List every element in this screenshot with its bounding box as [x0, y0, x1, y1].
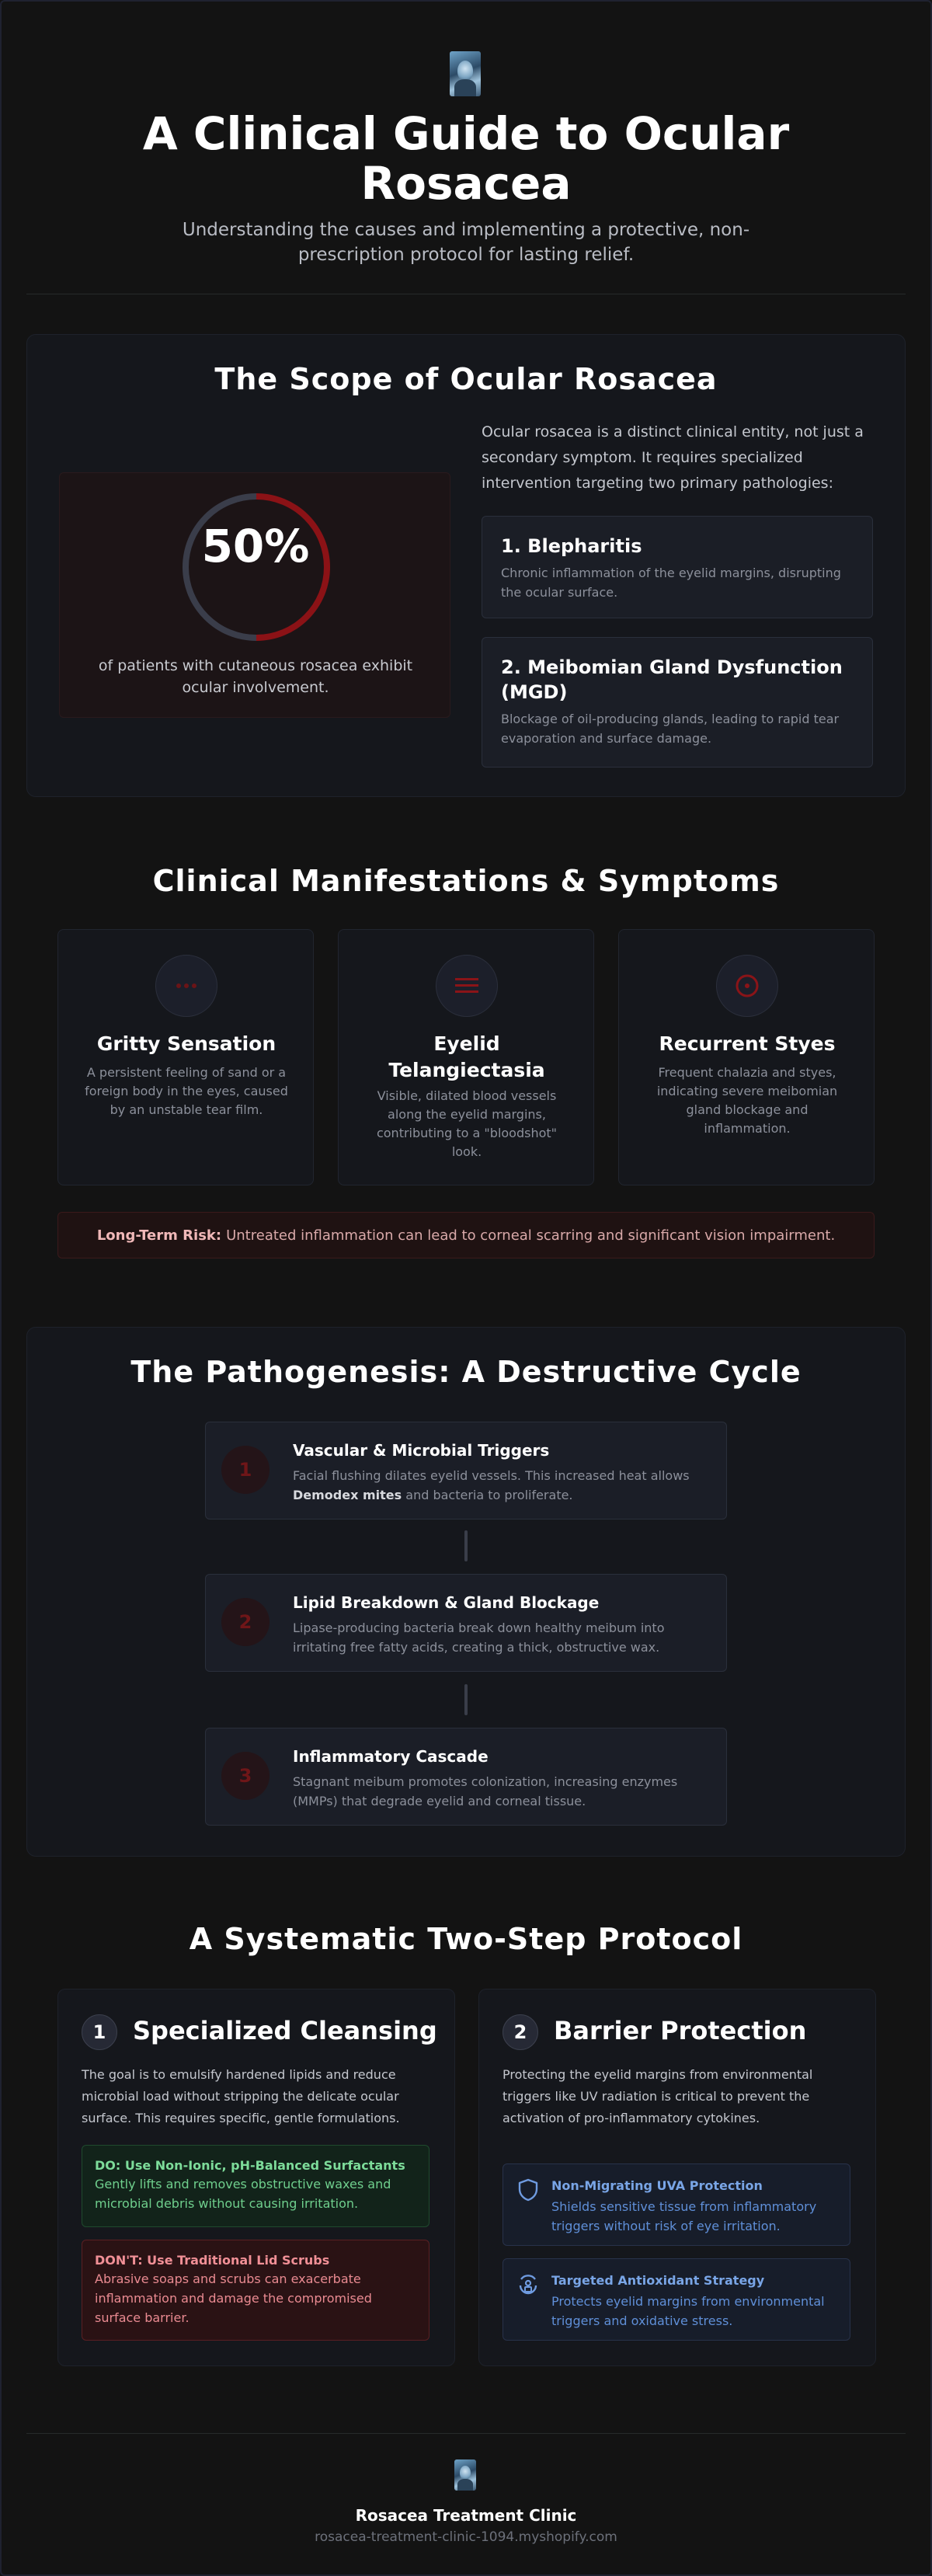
dots-icon — [155, 955, 217, 1017]
footer-clinic-name: Rosacea Treatment Clinic — [355, 2506, 577, 2525]
cycle-connector — [464, 1530, 468, 1561]
barrier-item-desc: Shields sensitive tissue from inflammatory triggers without risk of eye irritation. — [551, 2199, 817, 2233]
highlight-term: Demodex mites — [293, 1488, 402, 1502]
barrier-item-title: Non-Migrating UVA Protection — [551, 2178, 763, 2193]
symptom-title: Eyelid Telangiectasia — [388, 1032, 545, 1081]
footer-logo — [454, 2459, 476, 2491]
symptom-title: Recurrent Styes — [659, 1032, 836, 1055]
page-title: A Clinical Guide to Ocular Rosacea — [142, 107, 790, 210]
pathology-title: 1. Blepharitis — [501, 535, 642, 557]
dont-desc: Abrasive soaps and scrubs can exacerbate inflammation and damage the compromised surface barrier. — [95, 2271, 372, 2325]
barrier-item-antioxidant — [503, 2258, 850, 2341]
symptom-desc: Visible, dilated blood vessels along the eyelid margins, contributing to a "bloodshot" look. — [376, 1088, 558, 1159]
cycle-step-1 — [205, 1422, 727, 1519]
pathology-title: 2. Meibomian Gland Dysfunction (MGD) — [501, 656, 843, 703]
step-number: 2 — [221, 1598, 270, 1646]
risk-label: Long-Term Risk: — [96, 1227, 222, 1244]
page-subtitle: Understanding the causes and implementing a protective, non-prescription protocol for lasting relief. — [182, 220, 750, 265]
barrier-item-uva — [503, 2163, 850, 2246]
symptoms-title: Clinical Manifestations & Symptoms — [152, 864, 780, 898]
barrier-item-title: Targeted Antioxidant Strategy — [551, 2273, 765, 2288]
risk-text: Untreated inflammation can lead to corneal scarring and significant vision impairment. — [226, 1227, 836, 1244]
step-title: Inflammatory Cascade — [293, 1747, 489, 1766]
stat-caption: of patients with cutaneous rosacea exhibit ocular involvement. — [98, 657, 413, 696]
step-title: Lipid Breakdown & Gland Blockage — [293, 1593, 600, 1612]
cycle-step-2 — [205, 1574, 727, 1672]
symptom-card-telangiectasia — [338, 929, 594, 1185]
scope-intro: Ocular rosacea is a distinct clinical entity, not just a secondary symptom. It requires specialized intervention targeting two primary pathologies: — [482, 423, 864, 492]
protocol-title: A Systematic Two-Step Protocol — [189, 1922, 743, 1956]
scope-title: The Scope of Ocular Rosacea — [214, 362, 718, 396]
cycle-title: The Pathogenesis: A Destructive Cycle — [130, 1355, 802, 1389]
risk-banner — [57, 1212, 875, 1258]
cycle-step-3 — [205, 1728, 727, 1826]
stat-box — [59, 472, 450, 718]
antioxidant-icon — [517, 2273, 539, 2296]
step-desc: The goal is to emulsify hardened lipids and reduce microbial load without stripping the delicate ocular surface. This requires specific, gentle formulations. — [82, 2067, 400, 2125]
cycle-connector — [464, 1684, 468, 1715]
step-desc: Facial flushing dilates eyelid vessels. This increased heat allows Demodex mites and bacteria to proliferate. — [293, 1468, 690, 1502]
step-number: 2 — [503, 2014, 538, 2050]
do-desc: Gently lifts and removes obstructive waxes and microbial debris without causing irritation. — [95, 2177, 391, 2211]
step-desc: Lipase-producing bacteria break down healthy meibum into irritating free fatty acids, creating a thick, obstructive wax. — [293, 1620, 665, 1655]
dont-title: DON'T: Use Traditional Lid Scrubs — [95, 2253, 330, 2268]
step-desc: Protecting the eyelid margins from environmental triggers like UV radiation is critical to prevent the activation of pro-inflammatory cytokines. — [503, 2067, 813, 2125]
do-title: DO: Use Non-Ionic, pH-Balanced Surfactants — [95, 2158, 405, 2173]
dont-box — [82, 2240, 429, 2341]
clinic-logo — [450, 51, 481, 96]
step-title: Specialized Cleansing — [133, 2016, 437, 2045]
footer-url-link[interactable]: rosacea-treatment-clinic-1094.myshopify.com — [315, 2529, 617, 2545]
symptom-card-styes — [618, 929, 875, 1185]
step-title: Barrier Protection — [554, 2016, 807, 2045]
step-number: 1 — [82, 2014, 117, 2050]
symptom-title: Gritty Sensation — [96, 1032, 276, 1055]
shield-icon — [517, 2178, 539, 2202]
barrier-card — [478, 1989, 876, 2366]
lines-icon — [436, 955, 498, 1017]
do-box — [82, 2145, 429, 2227]
symptom-desc: A persistent feeling of sand or a foreign body in the eyes, caused by an unstable tear film. — [85, 1065, 288, 1117]
pathology-desc: Blockage of oil-producing glands, leading to rapid tear evaporation and surface damage. — [501, 712, 840, 746]
step-number: 1 — [221, 1446, 270, 1494]
step-number: 3 — [221, 1752, 270, 1800]
cleansing-card — [57, 1989, 455, 2366]
target-icon — [716, 955, 778, 1017]
symptom-desc: Frequent chalazia and styes, indicating severe meibomian gland blockage and inflammation. — [656, 1065, 838, 1136]
barrier-item-desc: Protects eyelid margins from environmental triggers and oxidative stress. — [551, 2294, 825, 2328]
step-title: Vascular & Microbial Triggers — [293, 1441, 550, 1460]
symptom-card-gritty — [57, 929, 314, 1185]
pathology-card-mgd — [482, 637, 873, 768]
pathology-desc: Chronic inflammation of the eyelid margins, disrupting the ocular surface. — [501, 566, 841, 600]
stat-value: 50% — [201, 520, 310, 573]
divider — [26, 2433, 906, 2434]
step-desc: Stagnant meibum promotes colonization, increasing enzymes (MMPs) that degrade eyelid and corneal tissue. — [293, 1774, 678, 1808]
pathology-card-blepharitis — [482, 516, 873, 618]
